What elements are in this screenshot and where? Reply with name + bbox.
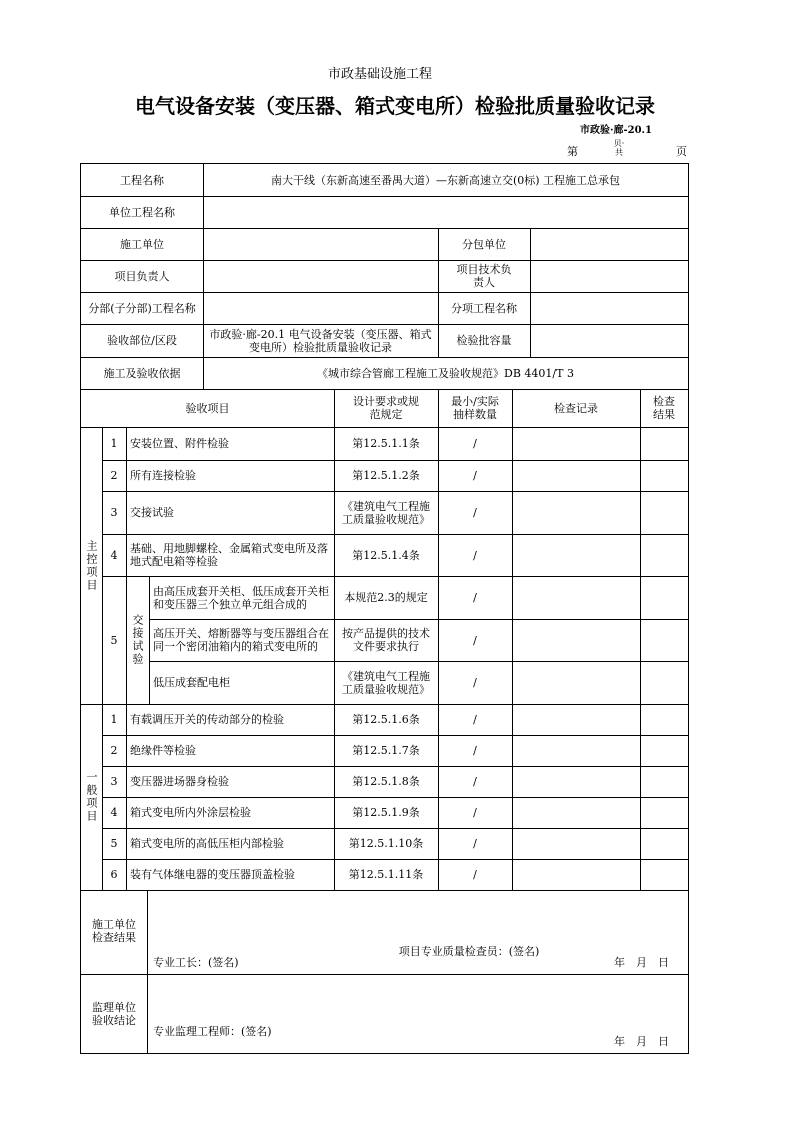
item-name: 箱式变电所的高低压柜内部检验 [130, 837, 284, 850]
item-name: 交接试验 [130, 506, 174, 519]
item-sampling: / [473, 633, 477, 647]
location-label: 验收部位/区段 [107, 334, 177, 347]
contractor-date[interactable]: 年 月 日 [614, 956, 669, 969]
item-number: 3 [110, 775, 118, 788]
pm-value[interactable] [203, 260, 438, 292]
item-name: 由高压成套开关柜、低压成套开关柜和变压器三个独立单元组合成的 [153, 584, 329, 611]
project-name-value: 南大干线（东新高速至番禺大道）—东新高速立交(0标) 工程施工总承包 [270, 173, 621, 187]
item-sampling: / [473, 744, 477, 757]
item-requirement: 本规范2.3的规定 [344, 591, 428, 604]
item-name: 基础、用地脚螺栓、金属箱式变电所及落地式配电箱等检验 [130, 542, 328, 568]
item-requirement: 《建筑电气工程施工质量验收规范》 [342, 669, 430, 696]
item-number: 1 [110, 437, 118, 450]
contractor-label: 施工单位 [120, 237, 164, 251]
capacity-value[interactable] [530, 324, 688, 357]
project-name-label: 工程名称 [120, 173, 164, 187]
item-requirement: 第12.5.1.8条 [352, 775, 420, 788]
item-number: 2 [110, 469, 118, 482]
subcontractor-label: 分包单位 [462, 237, 506, 251]
form-code: 市政验·廊-20.1 [580, 125, 652, 136]
page-prefix: 第 [567, 145, 578, 158]
item-requirement: 按产品提供的技术文件要求执行 [342, 627, 430, 653]
item-requirement: 第12.5.1.1条 [352, 437, 420, 450]
location-value: 市政验·廊-20.1 电气设备安装（变压器、箱式变电所）检验批质量验收记录 [209, 327, 432, 354]
item-number: 5 [110, 837, 118, 850]
item-name: 箱式变电所内外涂层检验 [130, 806, 251, 819]
item-sampling: / [473, 506, 477, 519]
item-requirement: 第12.5.1.10条 [348, 837, 424, 850]
item-sampling: / [473, 548, 477, 562]
subitem-value[interactable] [530, 292, 688, 324]
item-number: 3 [110, 506, 118, 519]
item-sampling: / [473, 676, 477, 689]
unit-project-value[interactable] [203, 196, 688, 228]
page-suffix: 页 [676, 145, 687, 158]
item-requirement: 第12.5.1.9条 [352, 806, 420, 819]
main-group-label: 主控项目 [85, 539, 98, 592]
item-number: 5 [110, 633, 118, 647]
subcontractor-value[interactable] [530, 228, 688, 260]
item-requirement: 第12.5.1.4条 [352, 548, 420, 562]
basis-value: 《城市综合管廊工程施工及验收规范》DB 4401/T 3 [317, 366, 574, 380]
col-item-header: 验收项目 [185, 401, 230, 415]
document-category: 市政基础设施工程 [327, 67, 432, 82]
general-group-label: 一般项目 [85, 771, 98, 823]
item-name: 有载调压开关的传动部分的检验 [130, 713, 284, 726]
item-sampling: / [473, 806, 477, 819]
item-name: 低压成套配电柜 [153, 676, 230, 689]
col-record-header: 检查记录 [554, 401, 598, 415]
qc-inspector-signature[interactable]: 项目专业质量检查员：(签名) [398, 945, 540, 958]
division-value[interactable] [203, 292, 438, 324]
basis-label: 施工及验收依据 [103, 366, 181, 380]
sub-group-label: 交接试验 [131, 614, 144, 666]
item-sampling: / [473, 837, 477, 850]
item-number: 4 [110, 548, 118, 562]
document-title: 电气设备安装（变压器、箱式变电所）检验批质量验收记录 [135, 94, 655, 118]
item-requirement: 第12.5.1.7条 [352, 744, 420, 757]
item-name: 变压器进场器身检验 [130, 775, 229, 788]
item-requirement: 第12.5.1.2条 [352, 469, 420, 482]
col-result-header: 检查结果 [653, 395, 675, 421]
item-number: 4 [110, 806, 118, 819]
item-name: 高压开关、熔断器等与变压器组合在同一个密闭油箱内的箱式变电所的 [153, 627, 329, 653]
unit-project-label: 单位工程名称 [109, 205, 175, 219]
foreman-signature[interactable]: 专业工长：(签名) [153, 956, 239, 969]
page-total: 贝·共 [613, 139, 625, 157]
supervisor-date[interactable]: 年 月 日 [614, 1035, 669, 1048]
capacity-label: 检验批容量 [456, 334, 512, 347]
tech-lead-label: 项目技术负责人 [456, 263, 512, 289]
subitem-label: 分项工程名称 [451, 301, 517, 315]
division-label: 分部(子分部)工程名称 [88, 301, 196, 315]
col-sampling-header: 最小/实际抽样数量 [451, 395, 499, 421]
item-requirement: 《建筑电气工程施工质量验收规范》 [342, 499, 430, 526]
inspection-form [80, 163, 689, 1054]
item-number: 6 [110, 868, 118, 881]
item-sampling: / [473, 713, 477, 726]
contractor-result-label: 施工单位检查结果 [92, 918, 136, 944]
item-number: 1 [110, 713, 118, 726]
tech-lead-value[interactable] [530, 260, 688, 292]
item-name: 装有气体继电器的变压器顶盖检验 [130, 868, 295, 881]
item-sampling: / [473, 469, 477, 482]
item-requirement: 第12.5.1.6条 [352, 713, 420, 726]
supervisor-engineer-signature[interactable]: 专业监理工程师：(签名) [153, 1025, 272, 1038]
item-sampling: / [473, 868, 477, 881]
col-requirement-header: 设计要求或规范规定 [353, 395, 419, 421]
item-name: 安装位置、附件检验 [130, 437, 229, 450]
contractor-value[interactable] [203, 228, 438, 260]
pm-label: 项目负责人 [114, 269, 170, 283]
item-sampling: / [473, 437, 477, 450]
item-sampling: / [473, 775, 477, 788]
item-sampling: / [473, 591, 477, 604]
item-name: 绝缘件等检验 [130, 744, 196, 757]
supervisor-conclusion-label: 监理单位验收结论 [92, 1001, 136, 1027]
item-number: 2 [110, 744, 118, 757]
item-requirement: 第12.5.1.11条 [348, 868, 424, 881]
item-name: 所有连接检验 [130, 469, 196, 482]
